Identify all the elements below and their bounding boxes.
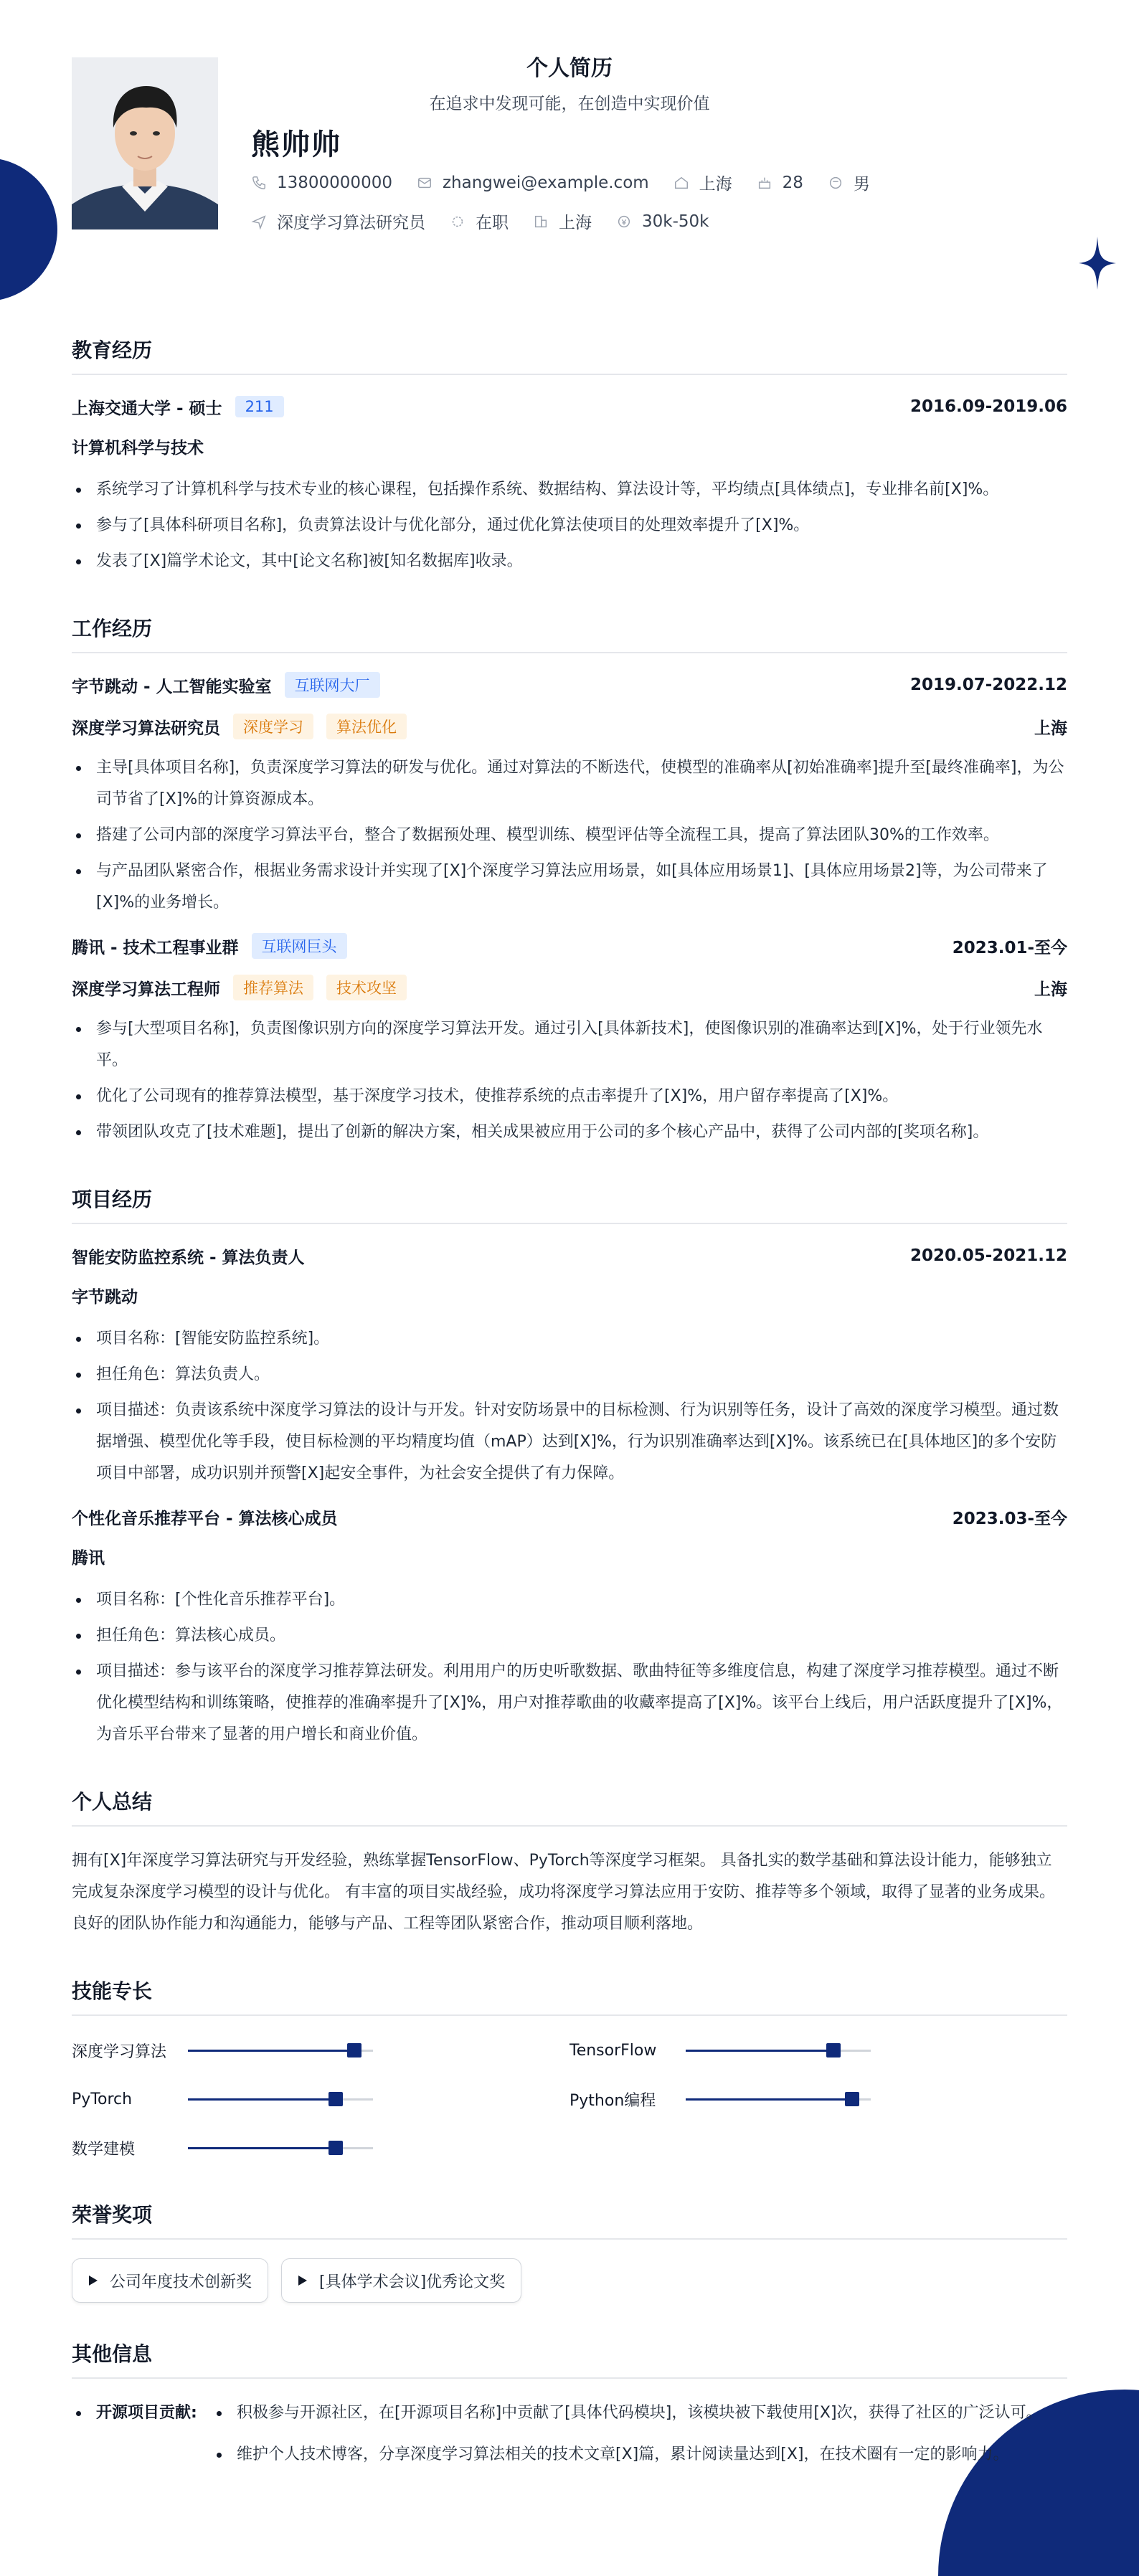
company-name: 腾讯 - 技术工程事业群 xyxy=(72,938,239,957)
salary-value: 30k-50k xyxy=(642,212,709,231)
skill-item xyxy=(72,2132,570,2164)
skill-level-knob xyxy=(845,2092,859,2106)
section-title: 教育经历 xyxy=(72,335,1067,375)
project-entry xyxy=(72,1243,1067,1490)
summary-text: 拥有[X]年深度学习算法研究与开发经验，熟练掌握TensorFlow、PyTorch等深度学习框架。 具备扎实的数学基础和算法设计能力，能够独立完成复杂深度学习模型的设计与优化。 有丰富的项目实战经验，成功将深度学习算法应用于安防、推荐等多个领域，取得了显著的业务成果。 良好的团队协作能力和沟通能力，能够与产品、工程等团队紧密合作，推动项目顺利落地。 xyxy=(72,1852,1055,1933)
section-title: 工作经历 xyxy=(72,613,1067,653)
status-value: 在职 xyxy=(476,214,509,232)
decor-circle-top-left xyxy=(0,158,57,301)
skill-level-knob xyxy=(329,2141,343,2155)
project-period: 2023.03-至今 xyxy=(952,1509,1067,1528)
skill-level-fill xyxy=(686,2050,833,2052)
project-period: 2020.05-2021.12 xyxy=(909,1246,1067,1265)
list-item: 发表了[X]篇学术论文，其中[论文名称]被[知名数据库]收录。 xyxy=(72,546,1067,577)
job-period: 2023.01-至今 xyxy=(952,938,1067,957)
job-period: 2019.07-2022.12 xyxy=(909,676,1067,694)
company-tag: 互联网大厂 xyxy=(285,672,380,698)
sparkle-star-icon xyxy=(1079,237,1116,290)
age-value: 28 xyxy=(782,173,803,192)
skill-name: TensorFlow xyxy=(570,2041,657,2060)
cake-icon xyxy=(757,175,772,191)
job-entry xyxy=(72,672,1067,919)
skill-tag: 深度学习 xyxy=(233,714,313,739)
list-item: 与产品团队紧密合作，根据业务需求设计并实现了[X]个深度学习算法应用场景，如[具体应用场景1]、[具体应用场景2]等，为公司带来了[X]%的业务增长。 xyxy=(72,856,1067,919)
section-title: 其他信息 xyxy=(72,2339,1067,2379)
job-role: 深度学习算法研究员 xyxy=(72,719,220,738)
gender-value: 男 xyxy=(853,175,870,194)
education-bullets xyxy=(72,474,1067,577)
school-tag: 211 xyxy=(235,396,284,417)
skill-name: 深度学习算法 xyxy=(72,2042,167,2061)
award-item: 公司年度技术创新奖 xyxy=(72,2258,268,2303)
position-value: 深度学习算法研究员 xyxy=(277,214,425,232)
project-org: 字节跳动 xyxy=(72,1288,138,1307)
email-icon xyxy=(417,175,433,191)
education-period: 2016.09-2019.06 xyxy=(909,397,1067,416)
skill-item xyxy=(570,2035,1067,2066)
job-city: 上海 xyxy=(1034,719,1067,738)
section-title: 技能专长 xyxy=(72,1976,1067,2016)
list-item: 搭建了公司内部的深度学习算法平台，整合了数据预处理、模型训练、模型评估等全流程工具，提高了算法团队30%的工作效率。 xyxy=(72,820,1067,851)
list-item: 系统学习了计算机科学与技术专业的核心课程，包括操作系统、数据结构、算法设计等，平均绩点[具体绩点]，专业排名前[X]%。 xyxy=(72,474,1067,506)
list-item: 带领团队攻克了[技术难题]，提出了创新的解决方案，相关成果被应用于公司的多个核心产品中，获得了公司内部的[奖项名称]。 xyxy=(72,1117,1067,1148)
skill-level-bar xyxy=(188,2050,373,2052)
skill-level-fill xyxy=(188,2050,354,2052)
skill-item xyxy=(72,2035,570,2066)
list-item: 主导[具体项目名称]，负责深度学习算法的研发与优化。通过对算法的不断迭代，使模型的准确率从[初始准确率]提升至[最终准确率]，为公司节省了[X]%的计算资源成本。 xyxy=(72,752,1067,815)
education-section xyxy=(72,335,1067,577)
list-item: 项目名称：[个性化音乐推荐平台]。 xyxy=(72,1584,1067,1616)
skill-level-knob xyxy=(826,2043,841,2058)
projects-section xyxy=(72,1184,1067,1751)
skill-level-bar xyxy=(188,2098,373,2101)
send-icon xyxy=(251,214,267,229)
skill-tag: 技术攻坚 xyxy=(326,975,407,1000)
job-city: 上海 xyxy=(1034,980,1067,999)
resume-header xyxy=(72,55,1067,237)
list-item: 参与了[具体科研项目名称]，负责算法设计与优化部分，通过优化算法使项目的处理效率提升了[X]%。 xyxy=(72,510,1067,541)
skill-name: PyTorch xyxy=(72,2090,133,2108)
list-item: 担任角色：算法核心成员。 xyxy=(72,1620,1067,1652)
skills-section xyxy=(72,1976,1067,2164)
skill-level-knob xyxy=(347,2043,361,2058)
project-name: 智能安防监控系统 - 算法负责人 xyxy=(72,1248,305,1267)
salary-icon xyxy=(616,214,632,229)
list-item: 积极参与开源社区，在[开源项目名称]中贡献了[具体代码模块]，该模块被下载使用[X]次，获得了社区的广泛认可。 xyxy=(212,2397,1067,2429)
list-item: 担任角色：算法负责人。 xyxy=(72,1359,1067,1391)
skill-level-bar xyxy=(686,2050,871,2052)
skill-name: Python编程 xyxy=(570,2091,656,2110)
list-item: 优化了公司现有的推荐算法模型，基于深度学习技术，使推荐系统的点击率提升了[X]%，用户留存率提高了[X]%。 xyxy=(72,1081,1067,1112)
skill-level-fill xyxy=(188,2098,336,2101)
motto: 在追求中发现可能，在创造中实现价值 xyxy=(429,95,710,113)
awards-section xyxy=(72,2199,1067,2303)
status-icon xyxy=(450,214,465,229)
section-title: 荣誉奖项 xyxy=(72,2199,1067,2240)
work-section xyxy=(72,613,1067,1148)
school-name: 上海交通大学 - 硕士 xyxy=(72,399,222,418)
skill-name: 数学建模 xyxy=(72,2140,136,2159)
list-item: 项目描述：参与该平台的深度学习推荐算法研发。利用用户的历史听歌数据、歌曲特征等多维度信息，构建了深度学习推荐模型。通过不断优化模型结构和训练策略，使推荐的准确率提升了[X]%，用户对推荐歌曲的收藏率提高了[X]%。该平台上线后，用户活跃度提升了[X]%，为音乐平台带来了显著的用户增长和商业价值。 xyxy=(72,1656,1067,1751)
project-name: 个性化音乐推荐平台 - 算法核心成员 xyxy=(72,1509,338,1528)
skill-level-fill xyxy=(686,2098,852,2101)
email-value: zhangwei@example.com xyxy=(442,173,649,192)
skill-level-knob xyxy=(329,2092,343,2106)
skill-item xyxy=(570,2083,1067,2115)
skill-level-fill xyxy=(188,2147,336,2149)
phone-value: 13800000000 xyxy=(277,173,392,192)
list-item: 维护个人技术博客，分享深度学习算法相关的技术文章[X]篇，累计阅读量达到[X]，在技术圈有一定的影响力。 xyxy=(212,2439,1067,2471)
contact-row xyxy=(251,171,894,194)
job-entry xyxy=(72,933,1067,1148)
list-item: 项目名称：[智能安防监控系统]。 xyxy=(72,1323,1067,1355)
work-city-value: 上海 xyxy=(559,214,592,232)
job-intent-row xyxy=(251,209,733,233)
major: 计算机科学与技术 xyxy=(72,439,204,458)
award-item: [具体学术会议]优秀论文奖 xyxy=(281,2258,521,2303)
list-item: 项目描述：负责该系统中深度学习算法的设计与开发。针对安防场景中的目标检测、行为识别等任务，设计了高效的深度学习模型。通过数据增强、模型优化等手段，使目标检测的平均精度均值（mAP）达到[X]%，行为识别准确率达到[X]%。该系统已在[具体地区]的多个安防项目中部署，成功识别并预警[X]起安全事件，为社会安全提供了有力保障。 xyxy=(72,1395,1067,1490)
skill-level-bar xyxy=(686,2098,871,2101)
home-icon xyxy=(674,175,689,191)
project-entry xyxy=(72,1504,1067,1751)
other-section xyxy=(72,2339,1067,2481)
resume-page xyxy=(72,55,1067,2481)
building-icon xyxy=(533,214,549,229)
skill-item xyxy=(72,2083,570,2115)
play-icon xyxy=(88,2275,98,2286)
company-tag: 互联网巨头 xyxy=(252,933,347,959)
list-item: 参与[大型项目名称]，负责图像识别方向的深度学习算法开发。通过引入[具体新技术]，使图像识别的准确率达到[X]%，处于行业领先水平。 xyxy=(72,1013,1067,1076)
other-label: 开源项目贡献: xyxy=(72,2397,212,2481)
summary-section xyxy=(72,1786,1067,1940)
skills-grid xyxy=(72,2035,1067,2164)
project-org: 腾讯 xyxy=(72,1549,105,1568)
candidate-name: 熊帅帅 xyxy=(251,128,341,161)
section-title: 个人总结 xyxy=(72,1786,1067,1827)
job-role: 深度学习算法工程师 xyxy=(72,980,220,999)
skill-level-bar xyxy=(188,2147,373,2149)
company-name: 字节跳动 - 人工智能实验室 xyxy=(72,677,272,696)
skill-tag: 算法优化 xyxy=(326,714,407,739)
page-title: 个人简历 xyxy=(526,56,613,81)
city-value: 上海 xyxy=(699,175,732,194)
play-icon xyxy=(298,2275,308,2286)
phone-icon xyxy=(251,175,267,191)
skill-tag: 推荐算法 xyxy=(233,975,313,1000)
gender-icon xyxy=(828,175,843,191)
section-title: 项目经历 xyxy=(72,1184,1067,1224)
